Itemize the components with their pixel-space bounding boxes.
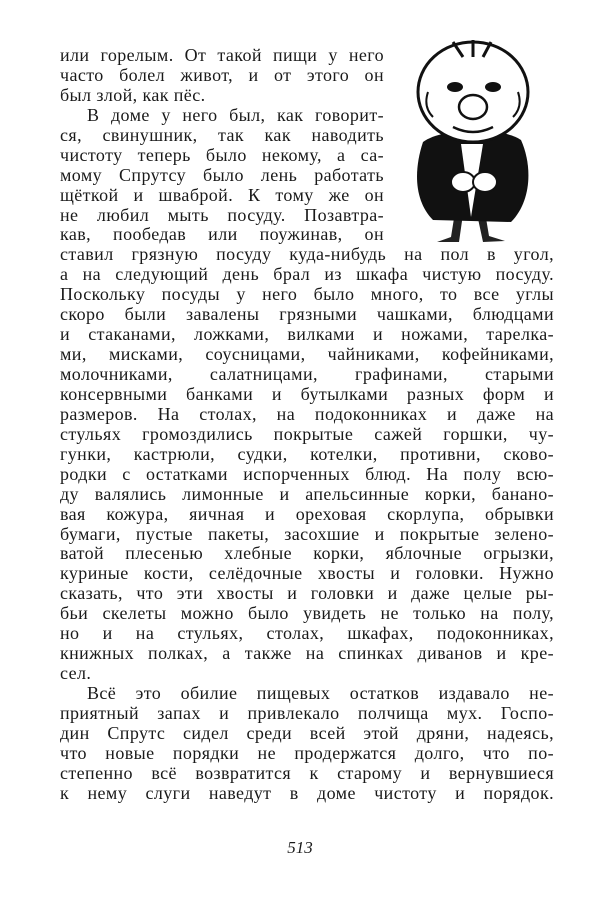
text-line: щёткой и шваброй. К тому же он (60, 184, 384, 205)
text-line: гунки, кастрюли, судки, котелки, противни, сково- (60, 443, 554, 464)
text-line: консервными банками и бутылками разных форм и (60, 383, 554, 404)
text-line: стульях громоздились покрытые сажей горшки, чу- (60, 423, 554, 444)
text-line: ставил грязную посуду куда-нибудь на пол в угол, (60, 244, 554, 265)
text-line: куриные кости, селёдочные хвосты и головки. Нужно (60, 563, 554, 584)
illustration-mr-sprouts (393, 32, 558, 247)
text-line: чистоту теперь было некому, а са- (60, 144, 384, 165)
text-line: книжных полках, а также на спинках диванов и кре- (60, 643, 554, 664)
text-line: вая кожура, яичная и ореховая скорлупа, обрывки (60, 503, 554, 524)
text-line: мому Спрутсу было лень работать (60, 164, 384, 185)
text-line: ся, свинушник, так как наводить (60, 124, 384, 145)
text-line: молочниками, салатницами, графинами, старыми (60, 364, 554, 384)
text-line: ду валялись лимонные и апельсинные корки, банано- (60, 483, 554, 504)
text-line: степенно всё возвратится к старому и вернувшиеся (60, 762, 554, 783)
text-line: но и на стульях, столах, шкафах, подоконниках, (60, 623, 554, 644)
text-line: не любил мыть посуду. Позавтра- (60, 204, 384, 225)
text-line: сказать, что эти хвосты и головки и даже целые ры- (60, 583, 554, 604)
page-number: 513 (287, 838, 313, 857)
text-line: ватой плесенью хлебные корки, яблочные огрызки, (60, 543, 554, 564)
text-line: или горелым. От такой пищи у него (60, 45, 384, 65)
text-line: а на следующий день брал из шкафа чистую посуду. (60, 264, 554, 285)
text-line: ми, мисками, соусницами, чайниками, кофейниками, (60, 344, 554, 365)
text-line: скоро были завалены грязными чашками, блюдцами (60, 304, 554, 325)
text-line: бумаги, пустые пакеты, засохшие и покрытые зелено- (60, 523, 554, 544)
text-line: бьи скелеты можно было увидеть не только на полу, (60, 603, 554, 624)
text-line: приятный запах и привлекало полчища мух. Госпо- (60, 702, 554, 723)
text-line: сел. (60, 663, 92, 684)
text-line: часто болел живот, и от этого он (60, 64, 384, 85)
text-line: Поскольку посуды у него было много, то все углы (60, 284, 554, 305)
text-line: В доме у него был, как говорит- (87, 104, 384, 125)
text-line: к нему слуги наведут в доме чистоту и порядок. (60, 782, 554, 803)
text-line: что новые порядки не продержатся долго, что по- (60, 742, 554, 763)
text-line: Всё это обилие пищевых остатков издавало не- (87, 683, 554, 703)
text-line: дин Спрутс сидел среди всей этой дряни, надеясь, (60, 722, 554, 743)
text-line: и стаканами, ложками, вилками и ножами, тарелка- (60, 324, 554, 345)
text-line: кав, пообедав или поужинав, он (60, 224, 384, 245)
text-line: родки с остатками испорченных блюд. На полу всю- (60, 463, 554, 484)
text-line: размеров. На столах, на подоконниках и даже на (60, 403, 554, 424)
text-line: был злой, как пёс. (60, 84, 206, 105)
